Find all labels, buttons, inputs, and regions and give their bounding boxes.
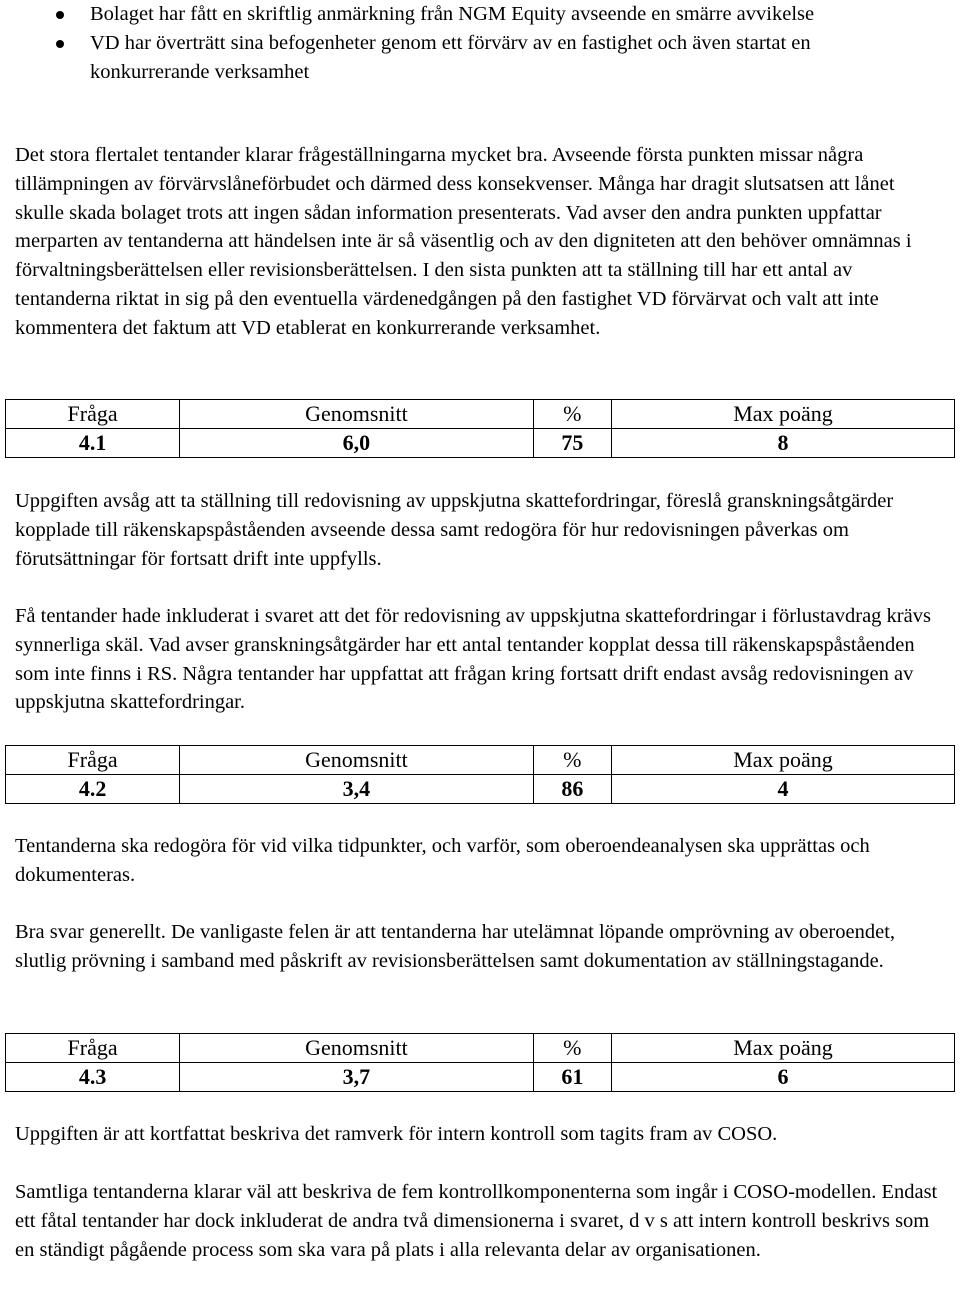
header-max: Max poäng [612, 1034, 955, 1063]
header-question: Fråga [6, 1034, 180, 1063]
cell-question: 4.2 [6, 775, 180, 804]
bullet-list [0, 0, 890, 86]
cell-average: 3,4 [180, 775, 533, 804]
table-row [6, 775, 955, 804]
header-max: Max poäng [612, 746, 955, 775]
table-header-row [6, 400, 955, 429]
cell-average: 6,0 [180, 429, 533, 458]
header-percent: % [533, 400, 611, 429]
cell-percent: 61 [533, 1063, 611, 1092]
cell-max: 4 [612, 775, 955, 804]
paragraph-2: Uppgiften avsåg att ta ställning till redovisning av uppskjutna skattefordringar, föreslå granskningsåtgärder kopplade till räkenskapspåståenden avseende dessa samt redogöra för hur redovisningen påverkas om förutsättningar för fortsatt drift inte uppfylls. [15, 490, 894, 570]
bullet-item: Bolaget har fått en skriftlig anmärkning från NGM Equity avseende en smärre avvikelse [0, 0, 890, 29]
paragraph-6: Uppgiften är att kortfattat beskriva det ramverk för intern kontroll som tagits fram av COSO. [15, 1123, 778, 1145]
header-average: Genomsnitt [180, 746, 533, 775]
cell-question: 4.1 [6, 429, 180, 458]
table-row [6, 1063, 955, 1092]
table-row [6, 429, 955, 458]
cell-max: 8 [612, 429, 955, 458]
bullet-item: VD har överträtt sina befogenheter genom ett förvärv av en fastighet och även startat en konkurrerande verksamhet [0, 29, 890, 87]
table-header-row [6, 1034, 955, 1063]
cell-percent: 86 [533, 775, 611, 804]
header-average: Genomsnitt [180, 400, 533, 429]
cell-question: 4.3 [6, 1063, 180, 1092]
paragraph-3: Få tentander hade inkluderat i svaret att det för redovisning av uppskjutna skattefordringar i förlustavdrag krävs synnerliga skäl. Vad avser granskningsåtgärder har ett antal tentander kopplat dessa till räkenskapspåståenden som inte finns i RS. Några tentander har uppfattat att frågan kring fortsatt drift endast avsåg redovisningen av uppskjutna skattefordringar. [15, 605, 931, 714]
header-percent: % [533, 746, 611, 775]
paragraph-4: Tentanderna ska redogöra för vid vilka tidpunkter, och varför, som oberoendeanalysen ska upprättas och dokumenteras. [15, 835, 870, 886]
bullet-icon [56, 11, 64, 19]
header-question: Fråga [6, 746, 180, 775]
header-percent: % [533, 1034, 611, 1063]
header-question: Fråga [6, 400, 180, 429]
header-max: Max poäng [612, 400, 955, 429]
score-table-4-1 [5, 399, 955, 458]
paragraph-7: Samtliga tentanderna klarar väl att beskriva de fem kontrollkomponenterna som ingår i COSO-modellen. Endast ett fåtal tentander har dock inkluderat de andra två dimensionerna i svaret, d v s att intern kontroll beskrivs som en ständigt pågående process som ska vara på plats i alla relevanta delar av organisationen. [15, 1181, 938, 1261]
header-average: Genomsnitt [180, 1034, 533, 1063]
cell-max: 6 [612, 1063, 955, 1092]
score-table-4-3 [5, 1033, 955, 1092]
paragraph-1: Det stora flertalet tentander klarar frågeställningarna mycket bra. Avseende första punkten missar några tillämpningen av förvärvslåneförbudet och därmed dess konsekvenser. Många har dragit slutsatsen att lånet skulle skada bolaget trots att ingen sådan information presenterats. Vad avser den andra punkten uppfattar merparten av tentanderna att händelsen inte är så väsentlig och av den digniteten att den behöver omnämnas i förvaltningsberättelsen eller revisionsberättelsen. I den sista punkten att ta ställning till har ett antal av tentanderna riktat in sig på den eventuella värdenedgången på den fastighet VD förvärvat och valt att inte kommentera det faktum att VD etablerat en konkurrerande verksamhet. [15, 144, 912, 339]
paragraph-5: Bra svar generellt. De vanligaste felen är att tentanderna har utelämnat löpande omprövning av oberoendet, slutlig prövning i samband med påskrift av revisionsberättelsen samt dokumentation av ställningstagande. [15, 921, 896, 972]
bullet-icon [56, 40, 64, 48]
score-table-4-2 [5, 745, 955, 804]
cell-average: 3,7 [180, 1063, 533, 1092]
cell-percent: 75 [533, 429, 611, 458]
table-header-row [6, 746, 955, 775]
